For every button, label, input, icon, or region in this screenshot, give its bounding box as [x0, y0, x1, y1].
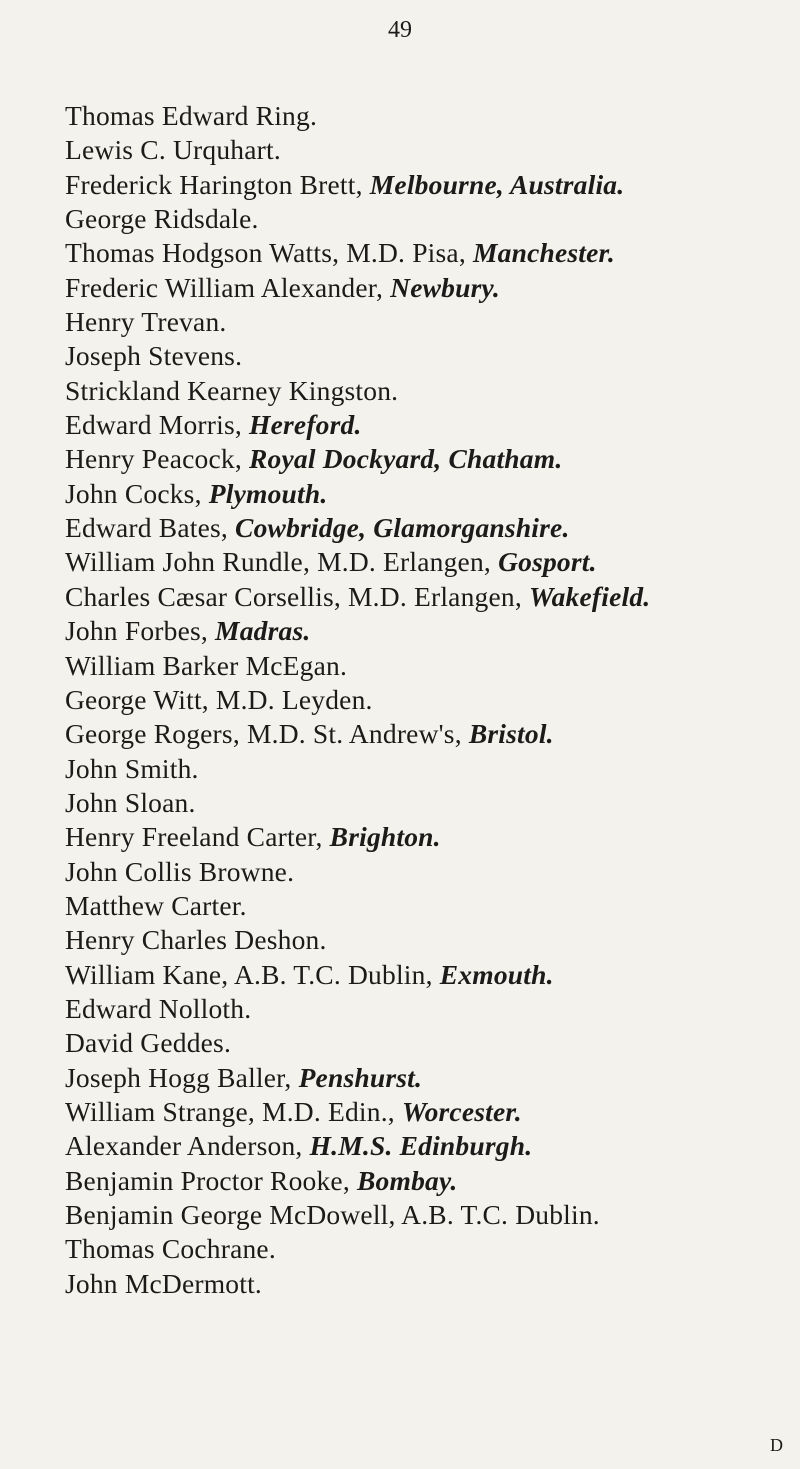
- list-item: [65, 236, 795, 270]
- member-place: Plymouth.: [208, 477, 328, 509]
- member-name: William Strange, M.D. Edin.,: [65, 1095, 402, 1127]
- list-item: [65, 1232, 795, 1266]
- member-name: Thomas Hodgson Watts, M.D. Pisa,: [65, 237, 473, 269]
- list-item: [65, 614, 795, 648]
- member-name: Edward Bates,: [65, 512, 236, 544]
- list-item: [65, 374, 795, 408]
- member-name: Frederick Harington Brett,: [65, 168, 370, 200]
- list-item: [65, 202, 795, 236]
- list-item: [65, 1095, 795, 1129]
- member-name: Benjamin George McDowell, A.B. T.C. Dublin.: [65, 1199, 600, 1230]
- member-place: Gosport.: [498, 546, 597, 578]
- member-name: Thomas Edward Ring.: [65, 100, 318, 131]
- member-place: Worcester.: [401, 1095, 522, 1127]
- list-item: [65, 133, 795, 167]
- member-name: Henry Freeland Carter,: [65, 821, 330, 853]
- list-item: [65, 649, 795, 683]
- list-item: [65, 545, 795, 579]
- member-place: Royal Dockyard, Chatham.: [248, 443, 563, 475]
- member-place: Madras.: [215, 615, 311, 647]
- list-item: [65, 271, 795, 305]
- member-place: Manchester.: [472, 237, 615, 269]
- member-place: Newbury.: [390, 271, 500, 303]
- member-name: John Smith.: [65, 752, 199, 784]
- member-name: George Witt, M.D. Leyden.: [65, 683, 373, 715]
- member-name: George Ridsdale.: [65, 203, 259, 235]
- list-item: [65, 786, 795, 820]
- member-name: John McDermott.: [65, 1267, 263, 1299]
- list-item: [65, 580, 795, 614]
- member-name: William Kane, A.B. T.C. Dublin,: [65, 958, 440, 990]
- member-place: Penshurst.: [298, 1061, 423, 1093]
- member-name: David Geddes.: [65, 1027, 232, 1059]
- member-place: H.M.S. Edinburgh.: [309, 1130, 533, 1162]
- list-item: [65, 889, 795, 923]
- list-item: [65, 99, 795, 133]
- member-place: Wakefield.: [528, 580, 651, 612]
- member-place: Exmouth.: [439, 958, 554, 990]
- member-place: Brighton.: [329, 821, 441, 853]
- list-item: [65, 168, 795, 202]
- member-name: Strickland Kearney Kingston.: [65, 374, 399, 406]
- member-list: [65, 99, 795, 1301]
- list-item: [65, 752, 795, 786]
- member-name: John Sloan.: [65, 786, 196, 818]
- list-item: [65, 477, 795, 511]
- member-name: Edward Morris,: [65, 409, 250, 441]
- member-name: William Barker McEgan.: [65, 649, 348, 681]
- list-item: [65, 1026, 795, 1060]
- member-name: Joseph Stevens.: [65, 340, 243, 372]
- list-item: [65, 442, 795, 476]
- list-item: [65, 923, 795, 957]
- member-name: Charles Cæsar Corsellis, M.D. Erlangen,: [65, 580, 529, 612]
- member-name: Matthew Carter.: [65, 889, 247, 921]
- list-item: [65, 1164, 795, 1198]
- list-item: [65, 339, 795, 373]
- member-name: Henry Trevan.: [65, 306, 227, 338]
- member-name: William John Rundle, M.D. Erlangen,: [65, 546, 499, 578]
- member-name: Frederic William Alexander,: [65, 271, 391, 303]
- member-name: Benjamin Proctor Rooke,: [65, 1164, 357, 1196]
- page-number: 49: [388, 17, 412, 43]
- list-item: [65, 511, 795, 545]
- signature-mark: D: [770, 1435, 783, 1455]
- member-place: Cowbridge, Glamorganshire.: [235, 512, 570, 544]
- member-place: Hereford.: [249, 409, 362, 441]
- list-item: [65, 717, 795, 751]
- list-item: [65, 1061, 795, 1095]
- list-item: [65, 683, 795, 717]
- member-place: Melbourne, Australia.: [369, 168, 625, 200]
- member-name: Thomas Cochrane.: [65, 1233, 276, 1265]
- list-item: [65, 992, 795, 1026]
- member-name: Henry Charles Deshon.: [65, 924, 327, 956]
- member-place: Bombay.: [356, 1164, 458, 1196]
- list-item: [65, 305, 795, 339]
- member-name: Lewis C. Urquhart.: [65, 134, 281, 166]
- member-name: George Rogers, M.D. St. Andrew's,: [65, 718, 469, 750]
- member-name: Joseph Hogg Baller,: [65, 1061, 299, 1093]
- list-item: [65, 1267, 795, 1301]
- list-item: [65, 408, 795, 442]
- list-item: [65, 1198, 795, 1232]
- list-item: [65, 1129, 795, 1163]
- member-name: John Forbes,: [65, 615, 216, 647]
- list-item: [65, 855, 795, 889]
- member-name: John Cocks,: [65, 477, 209, 509]
- member-name: Edward Nolloth.: [65, 992, 252, 1024]
- member-name: Alexander Anderson,: [65, 1130, 310, 1162]
- list-item: [65, 958, 795, 992]
- member-place: Bristol.: [468, 718, 554, 750]
- member-name: John Collis Browne.: [65, 855, 295, 887]
- member-name: Henry Peacock,: [65, 443, 249, 475]
- list-item: [65, 820, 795, 854]
